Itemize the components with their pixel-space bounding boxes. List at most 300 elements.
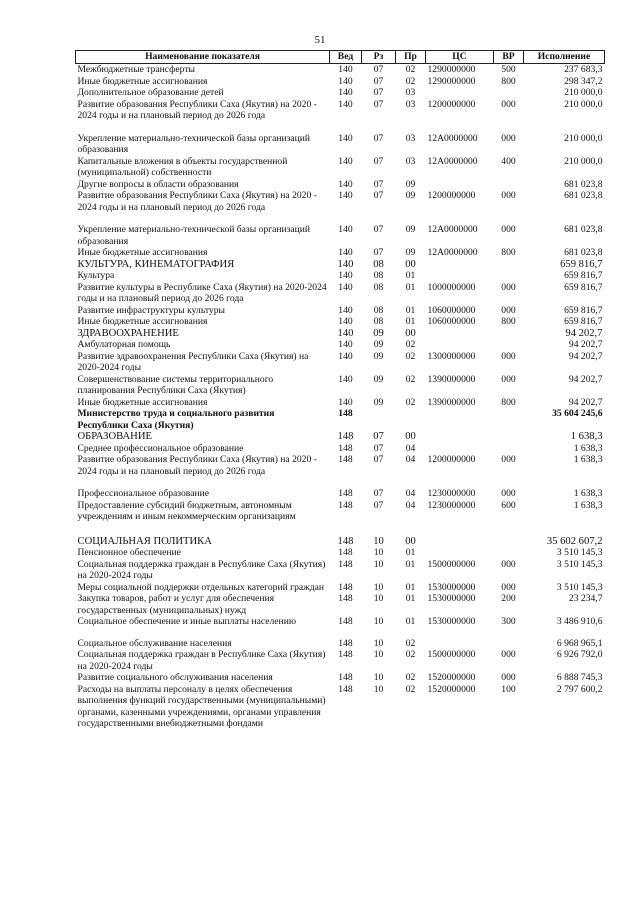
cell-amount: 210 000,0 [564, 87, 603, 98]
cell-amount: 23 234,7 [568, 593, 603, 604]
cell-ved: 140 [338, 224, 353, 235]
cell-pr: 03 [405, 98, 416, 110]
cell-amount: 94 202,7 [568, 350, 603, 362]
cell-vr: 300 [501, 616, 516, 627]
cell-pr: 02 [405, 649, 416, 660]
cell-vr: 000 [501, 672, 516, 683]
cell-amount: 659 816,7 [564, 316, 603, 327]
header-cs: ЦС [426, 51, 494, 64]
header-amount: Исполнение [524, 51, 605, 64]
table-row [76, 547, 605, 559]
cell-amount: 2 797 600,2 [556, 683, 603, 695]
cell-amount: 237 683,3 [564, 64, 603, 75]
cell-rz: 07 [373, 178, 384, 190]
cell-amount: 35 602 607,2 [546, 535, 603, 547]
table-row [76, 328, 605, 340]
table-row [76, 87, 605, 99]
cell-pr: 04 [405, 442, 416, 454]
cell-name: Развитие образования Республики Саха (Якутия) на 2020 - 2024 годы и на плановый период до 2026 года [77, 190, 317, 213]
cell-ved: 140 [338, 98, 353, 110]
cell-name: Дополнительное образование детей [77, 87, 224, 98]
cell-cs: 1290000000 [427, 75, 476, 87]
cell-amount: 6 888 745,3 [556, 672, 603, 683]
cell-rz: 10 [373, 581, 384, 593]
cell-vr: 000 [501, 190, 516, 201]
cell-cs [426, 408, 494, 431]
cell-pr: 01 [405, 616, 416, 627]
cell-rz: 10 [373, 672, 384, 683]
cell-vr [494, 179, 524, 191]
cell-name: Закупка товаров, работ и услуг для обеспечения государственных (муниципальных) нужд [77, 593, 275, 616]
cell-ved: 148 [338, 442, 353, 454]
cell-pr: 09 [405, 224, 416, 235]
cell-pr: 01 [405, 593, 416, 604]
cell-cs: 1500000000 [427, 558, 476, 570]
cell-name: Развитие образования Республики Саха (Якутия) на 2020 - 2024 годы и на плановый период до 2026 года [77, 454, 317, 477]
cell-rz: 10 [373, 558, 384, 570]
table-row [76, 374, 605, 397]
cell-name: Министерство труда и социального развития Республики Саха (Якутия) [77, 408, 275, 431]
cell-vr [494, 638, 524, 650]
cell-cs: 1230000000 [427, 488, 476, 499]
cell-vr [494, 443, 524, 455]
cell-vr: 000 [501, 350, 516, 362]
cell-amount: 3 510 145,3 [556, 547, 603, 558]
cell-vr [494, 259, 524, 271]
cell-pr: 02 [405, 64, 416, 75]
cell-name: Иные бюджетные ассигнования [77, 247, 208, 258]
table-row [76, 64, 605, 76]
cell-ved: 148 [338, 581, 353, 593]
header-vr: ВР [494, 51, 524, 64]
cell-amount: 94 202,7 [568, 373, 603, 385]
table-row [76, 133, 605, 156]
cell-name: Меры социальной поддержки отдельных категорий граждан [77, 581, 325, 593]
cell-rz: 07 [373, 442, 384, 454]
cell-rz: 07 [373, 190, 384, 201]
cell-pr: 02 [405, 683, 416, 695]
cell-pr: 09 [405, 178, 416, 190]
cell-name: Развитие здравоохранения Республики Саха (Якутия) на 2020-2024 годы [77, 350, 309, 373]
cell-rz: 10 [373, 535, 384, 547]
cell-amount: 210 000,0 [564, 155, 603, 167]
cell-vr: 800 [501, 247, 516, 258]
cell-name: ОБРАЗОВАНИЕ [77, 431, 152, 442]
cell-cs: 1530000000 [427, 581, 476, 593]
cell-pr: 03 [405, 155, 416, 167]
cell-rz: 09 [373, 373, 384, 385]
cell-name: Профессиональное образование [77, 488, 209, 499]
cell-pr: 04 [405, 499, 416, 511]
cell-cs: 1000000000 [427, 281, 476, 293]
row-spacer-cell [76, 213, 605, 224]
cell-amount: 659 816,7 [564, 270, 603, 281]
cell-ved: 140 [338, 132, 353, 144]
cell-amount: 1 638,3 [573, 442, 603, 454]
cell-ved: 148 [337, 431, 354, 442]
cell-rz: 08 [373, 316, 384, 327]
cell-cs [426, 443, 494, 455]
cell-rz: 10 [373, 683, 384, 695]
cell-amount: 681 023,8 [564, 178, 603, 190]
cell-amount: 681 023,8 [564, 190, 603, 201]
cell-rz: 10 [373, 637, 384, 649]
cell-vr: 800 [501, 75, 516, 87]
table-row [76, 616, 605, 628]
cell-amount: 3 510 145,3 [556, 581, 603, 593]
cell-ved: 148 [337, 535, 354, 547]
table-row [76, 316, 605, 328]
cell-amount: 94 202,7 [565, 327, 603, 339]
cell-vr [494, 339, 524, 351]
cell-name: Развитие культуры в Республике Саха (Якутия) на 2020-2024 годы и на плановый период до 2026 года [77, 281, 327, 304]
cell-vr [494, 87, 524, 99]
cell-name: Межбюджетные трансферты [77, 64, 195, 75]
table-row [76, 431, 605, 443]
cell-rz: 08 [373, 304, 384, 316]
cell-vr: 400 [501, 155, 516, 167]
cell-rz: 07 [373, 224, 384, 235]
cell-vr: 000 [501, 649, 516, 660]
table-row [76, 179, 605, 191]
cell-vr: 000 [501, 132, 516, 144]
cell-pr: 00 [405, 535, 416, 547]
cell-ved: 148 [338, 499, 353, 511]
cell-pr: 01 [405, 304, 416, 316]
cell-ved: 148 [338, 593, 353, 604]
table-row [76, 500, 605, 523]
table-row [76, 649, 605, 672]
cell-name: Амбулаторная помощь [77, 339, 171, 350]
cell-cs: 1530000000 [427, 616, 476, 627]
cell-pr: 02 [405, 396, 416, 408]
cell-ved: 140 [338, 190, 353, 201]
row-spacer [76, 477, 605, 488]
cell-cs: 1390000000 [427, 396, 476, 408]
cell-cs [426, 259, 494, 271]
cell-rz: 10 [373, 616, 384, 627]
cell-cs: 1200000000 [427, 98, 476, 110]
table-row [76, 559, 605, 582]
table-row [76, 351, 605, 374]
table-row [76, 408, 605, 431]
cell-pr: 09 [405, 190, 416, 201]
cell-name: Другие вопросы в области образования [77, 178, 239, 190]
cell-rz: 08 [373, 270, 384, 281]
cell-rz: 07 [373, 75, 384, 87]
cell-vr [494, 536, 524, 548]
cell-name: Укрепление материально-технической базы организаций образования [77, 132, 311, 155]
header-pr: Пр [396, 51, 426, 64]
cell-rz: 07 [373, 488, 384, 499]
cell-cs: 1200000000 [427, 454, 476, 465]
cell-ved: 140 [338, 350, 353, 362]
cell-ved: 148 [338, 649, 353, 660]
cell-pr: 04 [405, 488, 416, 499]
cell-amount: 3 486 910,6 [556, 616, 603, 627]
cell-amount: 3 510 145,3 [556, 558, 603, 570]
cell-amount: 6 968 965,1 [556, 637, 603, 649]
cell-cs: 1500000000 [427, 649, 476, 660]
cell-name: Социальное обеспечение и иные выплаты населению [77, 616, 296, 627]
cell-pr: 02 [405, 637, 416, 649]
cell-ved: 140 [338, 64, 353, 75]
cell-rz: 09 [373, 350, 384, 362]
cell-vr: 000 [501, 373, 516, 385]
cell-vr: 000 [501, 304, 516, 316]
cell-amount: 681 023,8 [564, 247, 603, 258]
table-row [76, 488, 605, 500]
cell-name: Культура [77, 270, 115, 281]
table-row [76, 443, 605, 455]
cell-cs [426, 638, 494, 650]
cell-ved: 148 [338, 488, 353, 499]
cell-rz [362, 408, 396, 431]
cell-pr: 02 [405, 350, 416, 362]
cell-vr: 500 [501, 64, 516, 75]
cell-name: Социальная поддержка граждан в Республике Саха (Якутия) на 2020-2024 годы [77, 558, 326, 581]
cell-ved: 140 [338, 87, 353, 98]
cell-name: Социальная поддержка граждан в Республике Саха (Якутия) на 2020-2024 годы [77, 649, 326, 672]
cell-vr: 000 [501, 558, 516, 570]
table-row [76, 638, 605, 650]
cell-amount: 659 816,7 [564, 304, 603, 316]
table-row [76, 247, 605, 259]
cell-pr: 01 [405, 558, 416, 570]
cell-ved: 148 [338, 683, 353, 695]
cell-rz: 07 [373, 431, 384, 442]
row-spacer [76, 213, 605, 224]
cell-rz: 09 [373, 396, 384, 408]
table-row [76, 305, 605, 317]
row-spacer-cell [76, 122, 605, 133]
cell-amount: 210 000,0 [564, 132, 603, 144]
cell-amount: 35 604 245,6 [552, 408, 603, 419]
cell-ved: 140 [338, 339, 353, 350]
cell-cs: 1520000000 [427, 683, 476, 695]
cell-name: Капитальные вложения в объекты государственной (муниципальной) собственности [77, 155, 288, 178]
cell-cs: 1200000000 [427, 190, 476, 201]
cell-pr: 02 [405, 339, 416, 350]
cell-cs [426, 431, 494, 443]
row-spacer-cell [76, 477, 605, 488]
table-row [76, 593, 605, 616]
cell-rz: 07 [373, 132, 384, 144]
row-spacer [76, 523, 605, 536]
cell-amount: 1 638,3 [570, 431, 603, 442]
cell-ved: 140 [337, 327, 354, 339]
table-row [76, 282, 605, 305]
cell-ved: 140 [338, 75, 353, 87]
cell-ved: 140 [338, 396, 353, 408]
cell-rz: 08 [373, 258, 384, 270]
cell-cs [426, 328, 494, 340]
cell-amount: 210 000,0 [564, 98, 603, 110]
cell-pr: 02 [405, 373, 416, 385]
cell-cs: 1060000000 [427, 316, 476, 327]
cell-rz: 07 [373, 98, 384, 110]
cell-pr: 02 [405, 672, 416, 683]
cell-name: Предоставление субсидий бюджетным, автономным учреждениям и иным некоммерческим организациям [77, 499, 296, 522]
cell-ved: 140 [338, 316, 353, 327]
table-row [76, 224, 605, 247]
cell-vr: 800 [501, 316, 516, 327]
cell-name: Социальное обслуживание населения [77, 637, 232, 649]
cell-vr: 000 [501, 281, 516, 293]
cell-ved: 140 [338, 178, 353, 190]
cell-pr [396, 408, 426, 431]
cell-amount: 298 347,2 [564, 75, 603, 87]
cell-cs: 1300000000 [427, 350, 476, 362]
cell-ved: 148 [338, 672, 353, 683]
table-row [76, 397, 605, 409]
cell-rz: 07 [373, 499, 384, 511]
table-row [76, 270, 605, 282]
cell-cs: 12А0000000 [427, 132, 478, 144]
cell-ved: 140 [338, 270, 353, 281]
cell-pr: 09 [405, 247, 416, 258]
row-spacer [76, 122, 605, 133]
cell-cs: 12А0000000 [427, 224, 478, 235]
cell-rz: 07 [373, 155, 384, 167]
cell-vr: 100 [501, 683, 516, 695]
cell-cs [426, 339, 494, 351]
cell-pr: 03 [405, 87, 416, 98]
cell-name: Укрепление материально-технической базы организаций образования [77, 224, 311, 247]
cell-ved: 140 [338, 155, 353, 167]
header-rz: Рз [362, 51, 396, 64]
cell-vr: 000 [501, 488, 516, 499]
cell-pr: 00 [405, 431, 416, 442]
header-ved: Вед [330, 51, 362, 64]
table-row [76, 672, 605, 684]
cell-cs: 12А0000000 [427, 247, 478, 258]
cell-cs: 12А0000000 [427, 155, 478, 167]
cell-cs: 1390000000 [427, 373, 476, 385]
cell-rz: 07 [373, 64, 384, 75]
cell-vr: 000 [501, 454, 516, 465]
cell-pr: 00 [405, 258, 416, 270]
cell-rz: 07 [373, 454, 384, 465]
cell-ved: 148 [338, 637, 353, 649]
row-spacer [76, 628, 605, 638]
cell-cs [426, 87, 494, 99]
cell-name: Расходы на выплаты персоналу в целях обеспечения выполнения функций государственными (муниципальными) органами, казенными учреждениями, органами управления государственными внебюджетными фондами [77, 683, 326, 729]
table-row [76, 339, 605, 351]
cell-amount: 681 023,8 [564, 224, 603, 235]
cell-pr: 01 [405, 547, 416, 558]
cell-ved: 140 [338, 281, 353, 293]
cell-vr: 000 [501, 581, 516, 593]
cell-ved: 148 [338, 454, 353, 465]
cell-ved: 148 [338, 547, 353, 558]
table-row [76, 684, 605, 730]
cell-cs: 1060000000 [427, 304, 476, 316]
table-row [76, 76, 605, 88]
cell-pr: 02 [405, 75, 416, 87]
cell-name: Иные бюджетные ассигнования [77, 316, 208, 327]
cell-vr: 000 [501, 224, 516, 235]
cell-cs [426, 270, 494, 282]
cell-amount: 659 816,7 [564, 281, 603, 293]
cell-rz: 07 [373, 247, 384, 258]
table-row [76, 582, 605, 594]
cell-vr [494, 328, 524, 340]
table-row [76, 259, 605, 271]
cell-vr [494, 270, 524, 282]
table-row [76, 156, 605, 179]
cell-name: Пенсионное обеспечение [77, 547, 181, 558]
cell-name: КУЛЬТУРА, КИНЕМАТОГРАФИЯ [77, 258, 235, 270]
row-spacer-cell [76, 628, 605, 638]
cell-rz: 08 [373, 281, 384, 293]
cell-cs [426, 547, 494, 559]
cell-pr: 03 [405, 132, 416, 144]
cell-rz: 10 [373, 593, 384, 604]
cell-amount: 1 638,3 [573, 488, 603, 499]
cell-pr: 01 [405, 581, 416, 593]
table-row [76, 99, 605, 122]
cell-vr: 600 [501, 499, 516, 511]
cell-pr: 00 [405, 327, 416, 339]
cell-vr: 200 [501, 593, 516, 604]
cell-pr: 01 [405, 281, 416, 293]
cell-amount: 94 202,7 [568, 396, 603, 408]
table-row [76, 536, 605, 548]
cell-ved: 140 [337, 258, 354, 270]
table-row [76, 454, 605, 477]
cell-cs: 1230000000 [427, 499, 476, 511]
cell-ved: 140 [338, 304, 353, 316]
cell-rz: 07 [373, 87, 384, 98]
cell-vr [494, 431, 524, 443]
budget-table [75, 50, 605, 730]
cell-cs [426, 536, 494, 548]
cell-rz: 09 [373, 327, 384, 339]
cell-name: Развитие социального обслуживания населения [77, 672, 273, 683]
cell-rz: 10 [373, 649, 384, 660]
table-row [76, 190, 605, 213]
cell-amount: 1 638,3 [573, 499, 603, 511]
cell-name: Развитие образования Республики Саха (Якутия) на 2020 - 2024 годы и на плановый период до 2026 года [77, 98, 317, 121]
cell-ved: 148 [338, 408, 353, 419]
cell-amount: 659 816,7 [560, 258, 603, 270]
cell-pr: 01 [405, 316, 416, 327]
page-number: 51 [314, 34, 326, 46]
cell-name: СОЦИАЛЬНАЯ ПОЛИТИКА [77, 535, 212, 547]
cell-ved: 140 [338, 247, 353, 258]
cell-vr [494, 547, 524, 559]
cell-name: ЗДРАВООХРАНЕНИЕ [77, 327, 179, 339]
cell-vr [494, 408, 524, 431]
table-body [76, 64, 605, 730]
cell-rz: 10 [373, 547, 384, 558]
cell-vr: 800 [501, 396, 516, 408]
cell-rz: 09 [373, 339, 384, 350]
cell-pr: 04 [405, 454, 416, 465]
cell-vr: 000 [501, 98, 516, 110]
cell-name: Развитие инфраструктуры культуры [77, 304, 225, 316]
cell-name: Совершенствование системы территориального планирования Республики Саха (Якутия) [77, 373, 274, 396]
cell-name: Иные бюджетные ассигнования [77, 75, 208, 87]
cell-ved: 140 [338, 373, 353, 385]
cell-amount: 1 638,3 [573, 454, 603, 465]
cell-name: Иные бюджетные ассигнования [77, 396, 208, 408]
cell-pr: 01 [405, 270, 416, 281]
cell-cs [426, 179, 494, 191]
cell-cs: 1290000000 [427, 64, 476, 75]
cell-name: Среднее профессиональное образование [77, 442, 244, 454]
